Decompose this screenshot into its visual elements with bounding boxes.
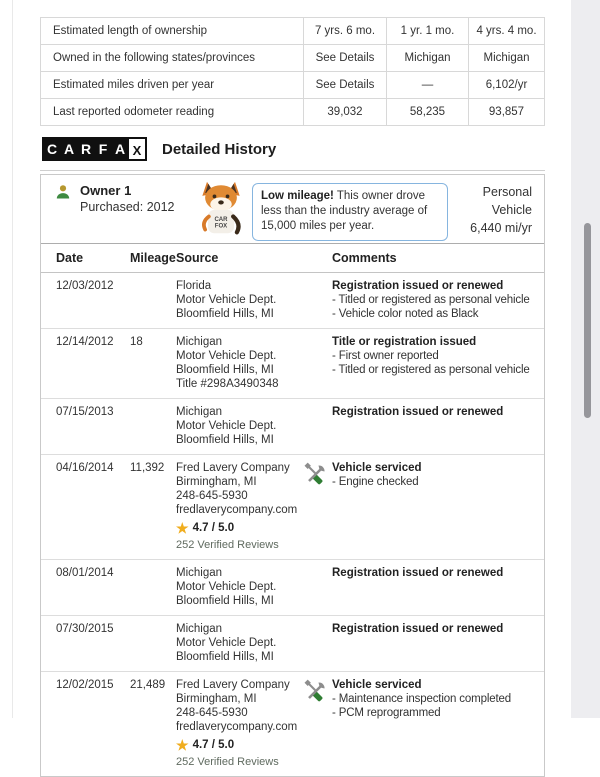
history-row: [41, 454, 544, 559]
history-date: 07/15/2013: [56, 405, 114, 418]
comment-title: Registration issued or renewed: [332, 566, 504, 579]
carfax-fox-mascot-icon: [198, 181, 244, 237]
ownership-value-cell: Michigan: [468, 45, 544, 71]
comment-item: - PCM reprogrammed: [332, 706, 441, 719]
history-icon-cell: [304, 678, 332, 769]
section-divider: [40, 170, 545, 171]
ownership-row: [41, 72, 544, 99]
ownership-row: [41, 99, 544, 125]
comment-item: - First owner reported: [332, 349, 439, 362]
source-line: Motor Vehicle Dept.: [176, 349, 277, 362]
source-line: Motor Vehicle Dept.: [176, 419, 277, 432]
history-row: [41, 273, 544, 328]
source-line: Motor Vehicle Dept.: [176, 636, 277, 649]
service-wrench-icon: [304, 679, 328, 703]
ownership-value-cell: 1 yr. 1 mo.: [386, 18, 468, 44]
history-mileage: 11,392: [130, 461, 165, 474]
header-comments: Comments: [332, 250, 397, 265]
header-icon-spacer: [304, 251, 332, 265]
comment-item: - Vehicle color noted as Black: [332, 307, 479, 320]
owner-summary-row: [41, 175, 544, 243]
page-left-edge: [12, 0, 13, 718]
history-source: [176, 566, 304, 608]
history-source: [176, 335, 304, 391]
source-line: Bloomfield Hills, MI: [176, 594, 274, 607]
history-source: [176, 622, 304, 664]
source-line: Motor Vehicle Dept.: [176, 580, 277, 593]
ownership-value-cell: 93,857: [468, 99, 544, 125]
history-comments: [332, 405, 538, 447]
verified-reviews-link[interactable]: 252 Verified Reviews: [176, 538, 279, 551]
detailed-history-title: Detailed History: [162, 140, 277, 158]
source-line: Fred Lavery Company: [176, 461, 290, 474]
see-details-link[interactable]: See Details: [303, 45, 386, 71]
scrollbar-track[interactable]: [571, 0, 600, 718]
history-row: [41, 398, 544, 454]
source-line: Title #298A3490348: [176, 377, 279, 390]
history-source: [176, 279, 304, 321]
header-date: Date: [56, 250, 84, 265]
history-row: [41, 559, 544, 615]
source-line: Bloomfield Hills, MI: [176, 433, 274, 446]
scrollbar-thumb[interactable]: [584, 223, 591, 418]
detailed-history-panel: [40, 174, 545, 777]
history-icon-cell: [304, 566, 332, 608]
history-icon-cell: [304, 461, 332, 552]
comment-item: - Titled or registered as personal vehicle: [332, 293, 530, 306]
owner-vehicle-info: [448, 183, 534, 237]
history-comments: [332, 678, 538, 769]
source-line: Michigan: [176, 622, 223, 635]
history-date: 12/14/2012: [56, 335, 114, 348]
ownership-row-label: Estimated miles driven per year: [53, 79, 215, 91]
ownership-row-label: Last reported odometer reading: [53, 106, 215, 118]
history-row: [41, 615, 544, 671]
history-date: 07/30/2015: [56, 622, 114, 635]
ownership-row: [41, 45, 544, 72]
history-comments: [332, 279, 538, 321]
dealer-rating: [176, 521, 304, 535]
owner-person-icon: [55, 184, 71, 200]
low-mileage-callout-bold: Low mileage!: [261, 190, 334, 202]
history-comments: [332, 566, 538, 608]
history-icon-cell: [304, 622, 332, 664]
source-line: Fred Lavery Company: [176, 678, 290, 691]
source-line: Bloomfield Hills, MI: [176, 307, 274, 320]
history-icon-cell: [304, 335, 332, 391]
ownership-value-cell: —: [386, 72, 468, 98]
history-icon-cell: [304, 405, 332, 447]
history-mileage: [130, 566, 176, 608]
report-content: [40, 0, 545, 777]
miles-per-year: 6,440 mi/yr: [470, 221, 532, 236]
history-date: 08/01/2014: [56, 566, 114, 579]
history-mileage: 18: [130, 335, 143, 348]
ownership-value-cell: 39,032: [303, 99, 386, 125]
source-line: Michigan: [176, 405, 223, 418]
owner-purchased: Purchased: 2012: [80, 200, 175, 214]
ownership-value-cell: 58,235: [386, 99, 468, 125]
comment-title: Registration issued or renewed: [332, 279, 504, 292]
history-source: [176, 461, 304, 552]
owner-label: Owner 1: [80, 183, 132, 198]
see-details-link[interactable]: See Details: [303, 72, 386, 98]
dealer-rating: [176, 738, 304, 752]
history-table-header: [41, 243, 544, 273]
ownership-value-cell: Michigan: [386, 45, 468, 71]
source-website-link[interactable]: fredlaverycompany.com: [176, 720, 298, 733]
history-mileage: 21,489: [130, 678, 166, 691]
history-icon-cell: [304, 279, 332, 321]
comment-item: - Maintenance inspection completed: [332, 692, 512, 705]
carfax-detailed-history-header: [42, 137, 545, 161]
carfax-logo-letter: C: [44, 139, 60, 159]
history-mileage: [130, 279, 176, 321]
ownership-value-cell: 7 yrs. 6 mo.: [303, 18, 386, 44]
source-line: Michigan: [176, 335, 223, 348]
history-date: 12/03/2012: [56, 279, 114, 292]
source-line: 248-645-5930: [176, 489, 248, 502]
ownership-row-label: Estimated length of ownership: [53, 25, 208, 37]
history-comments: [332, 622, 538, 664]
verified-reviews-link[interactable]: 252 Verified Reviews: [176, 755, 279, 768]
source-line: Motor Vehicle Dept.: [176, 293, 277, 306]
comment-title: Vehicle serviced: [332, 461, 422, 474]
rating-score: 4.7 / 5.0: [192, 738, 235, 751]
ownership-value-cell: 6,102/yr: [468, 72, 544, 98]
history-row: [41, 328, 544, 398]
history-row: [41, 671, 544, 776]
source-line: Bloomfield Hills, MI: [176, 650, 274, 663]
source-line: Bloomfield Hills, MI: [176, 363, 274, 376]
history-comments: [332, 335, 538, 391]
ownership-value-cell: 4 yrs. 4 mo.: [468, 18, 544, 44]
source-line: Florida: [176, 279, 212, 292]
comment-title: Vehicle serviced: [332, 678, 422, 691]
comment-title: Registration issued or renewed: [332, 405, 504, 418]
low-mileage-callout-text: This owner drove less than the industry average of 15,000 miles per year.: [261, 190, 428, 233]
ownership-row: [41, 18, 544, 45]
low-mileage-callout: [252, 183, 448, 241]
svg-text:FOX: FOX: [214, 223, 228, 230]
carfax-logo-letter: X: [129, 139, 145, 159]
rating-score: 4.7 / 5.0: [192, 521, 235, 534]
history-table-body: [41, 273, 544, 776]
history-date: 04/16/2014: [56, 461, 114, 474]
history-mileage: [130, 405, 176, 447]
source-line: Birmingham, MI: [176, 475, 257, 488]
header-source: Source: [176, 250, 219, 265]
source-line: Michigan: [176, 566, 223, 579]
ownership-row-label: Owned in the following states/provinces: [53, 52, 255, 64]
ownership-table: [40, 17, 545, 126]
carfax-logo-letter: R: [78, 139, 94, 159]
service-wrench-icon: [304, 462, 328, 486]
svg-text:CAR: CAR: [214, 217, 228, 224]
star-icon: ★: [176, 736, 189, 753]
star-icon: ★: [176, 519, 189, 536]
source-line: 248-645-5930: [176, 706, 248, 719]
carfax-logo-letter: A: [61, 139, 77, 159]
carfax-logo: [42, 137, 147, 161]
carfax-logo-letter: A: [112, 139, 128, 159]
owner-identity: [80, 183, 198, 214]
history-source: [176, 678, 304, 769]
vehicle-type: Personal Vehicle: [482, 185, 532, 218]
comment-item: - Titled or registered as personal vehicle: [332, 363, 530, 376]
comment-title: Registration issued or renewed: [332, 622, 504, 635]
history-date: 12/02/2015: [56, 678, 114, 691]
history-mileage: [130, 622, 176, 664]
carfax-logo-letter: F: [95, 139, 111, 159]
source-line: Birmingham, MI: [176, 692, 257, 705]
history-source: [176, 405, 304, 447]
history-comments: [332, 461, 538, 552]
header-mileage: Mileage: [130, 250, 176, 265]
source-website-link[interactable]: fredlaverycompany.com: [176, 503, 298, 516]
comment-item: - Engine checked: [332, 475, 419, 488]
comment-title: Title or registration issued: [332, 335, 477, 348]
